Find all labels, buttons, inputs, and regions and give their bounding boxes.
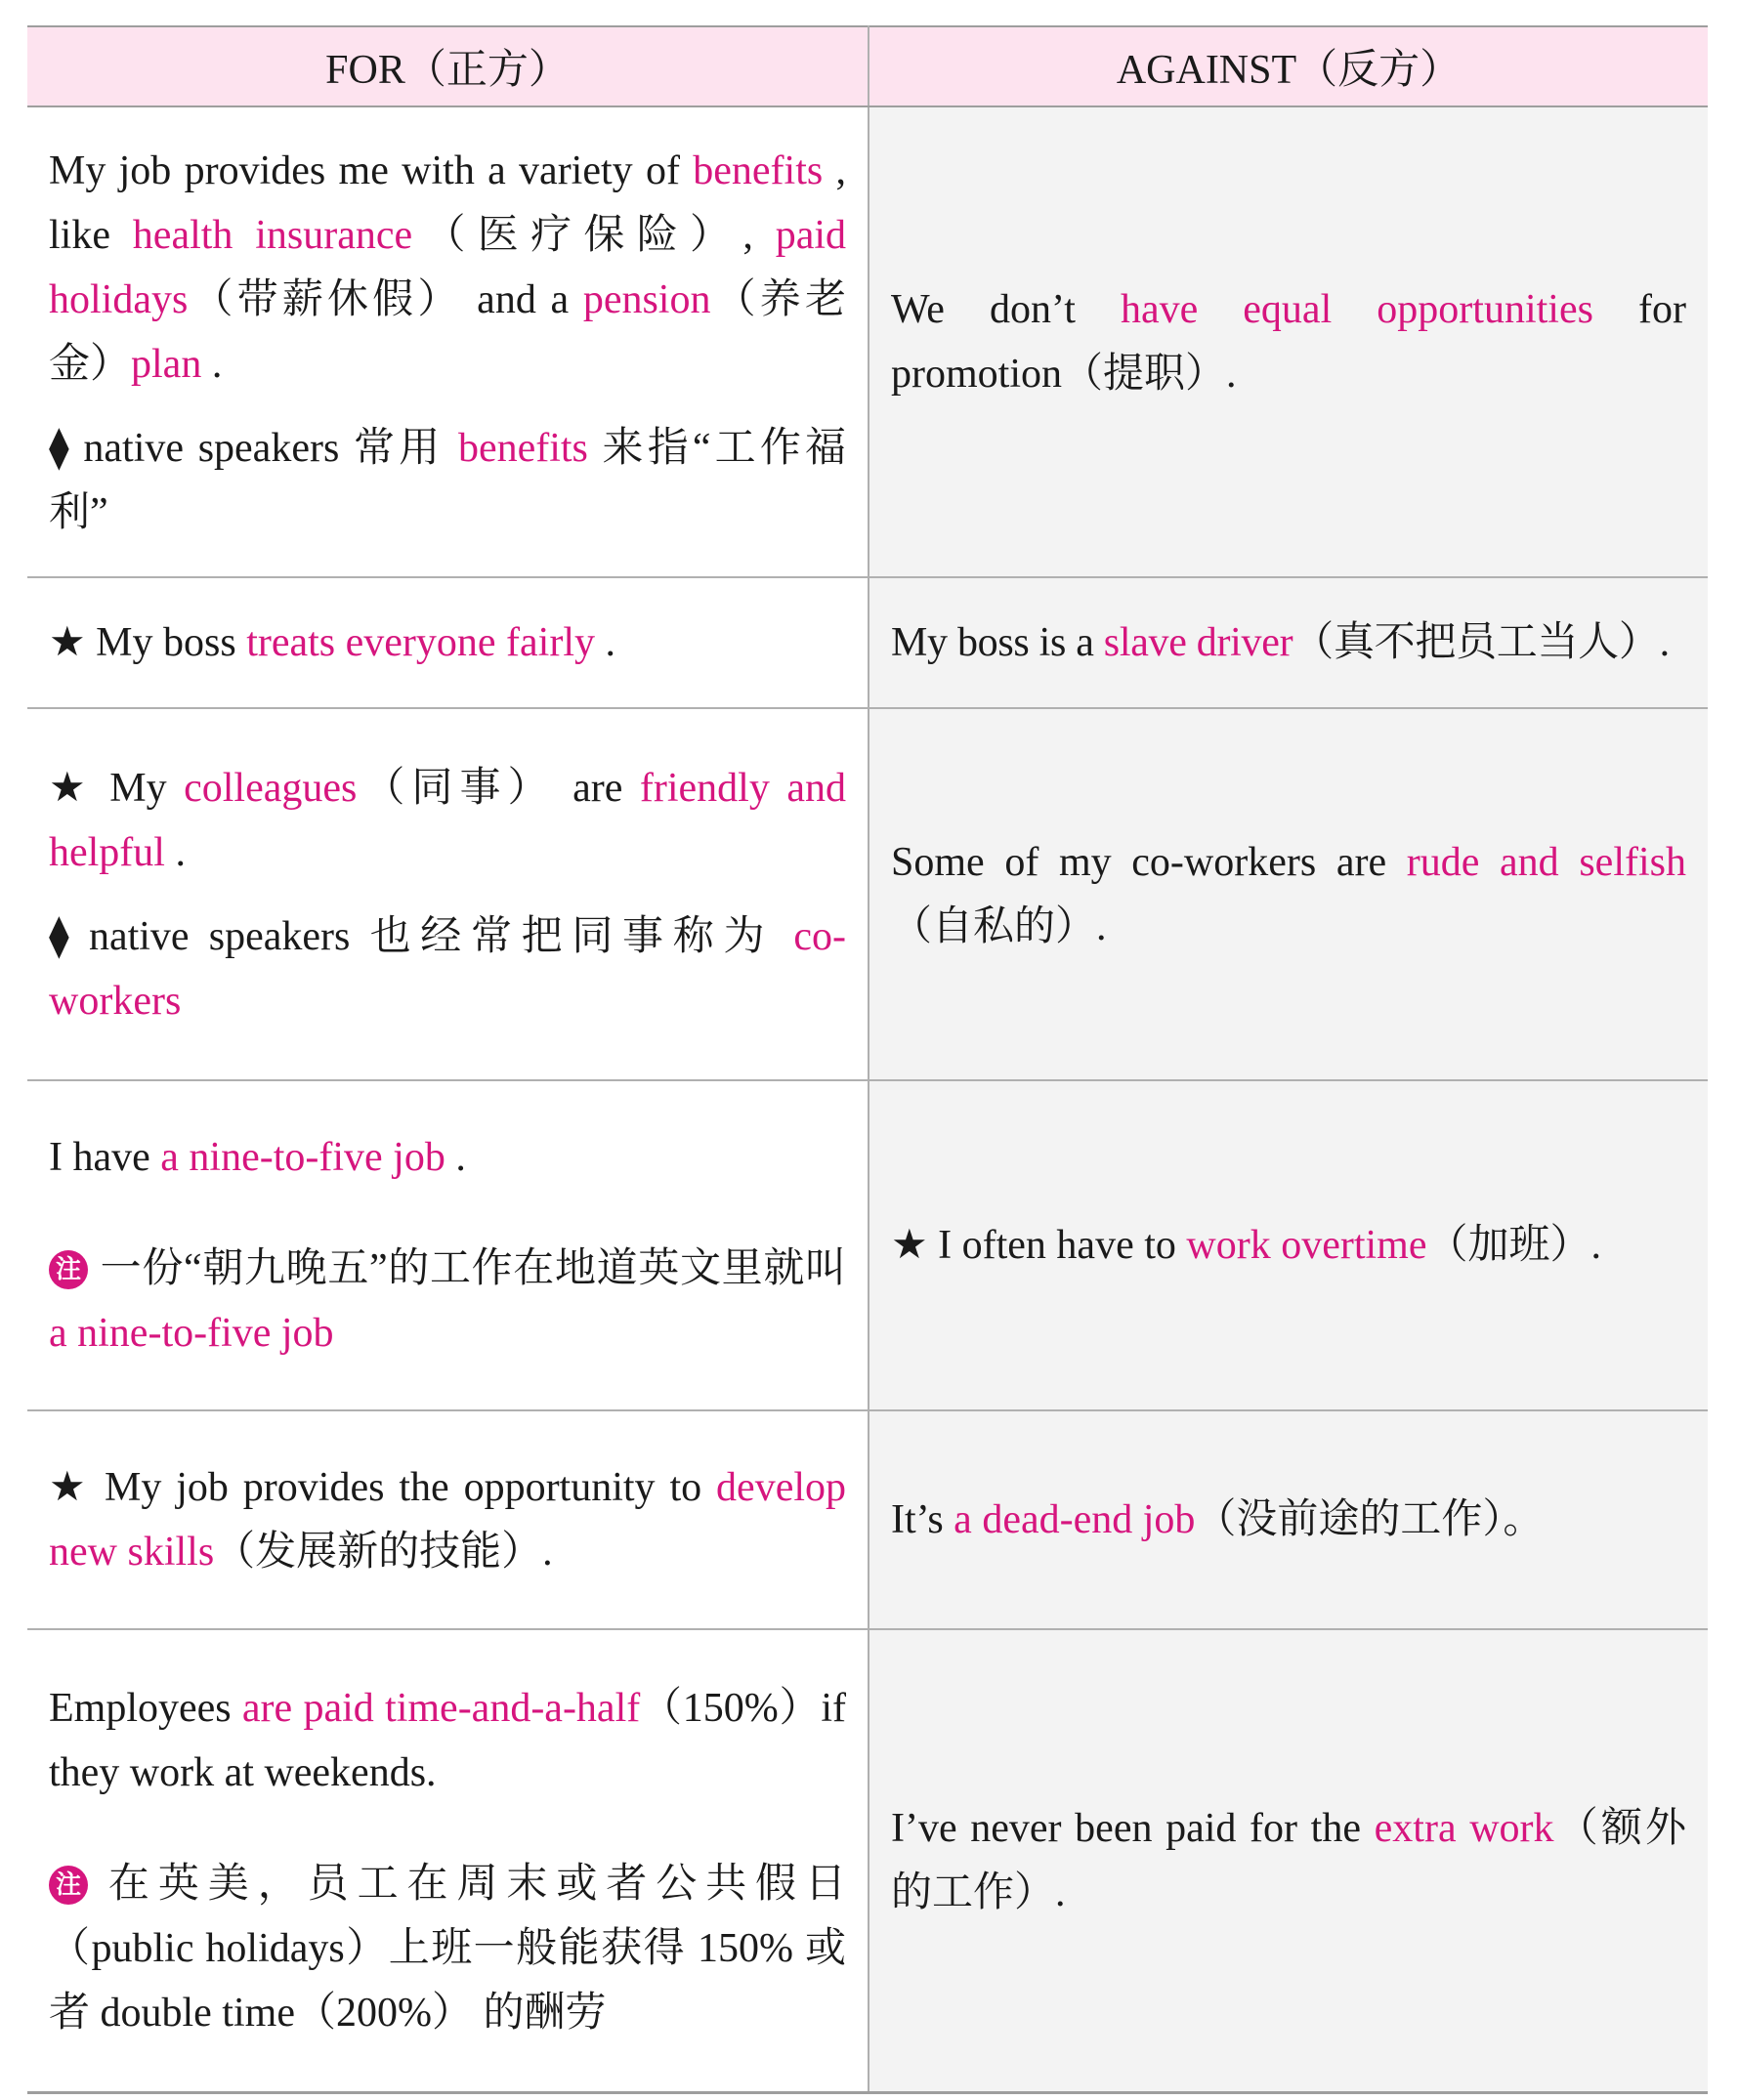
highlighted-phrase: health insurance [132,213,413,258]
for-text [49,1455,846,1584]
highlighted-phrase: plan [131,342,202,387]
text-segment: ★ My [49,765,185,811]
table-row [27,106,1708,577]
against-cell [869,1080,1708,1410]
text-segment: for promotion（提职）. [891,287,1686,397]
text-segment: （加班）. [1426,1223,1601,1268]
against-text [891,277,1686,406]
highlighted-phrase: work overtime [1186,1223,1427,1268]
highlighted-phrase: colleagues [184,765,358,811]
for-column-header: FOR（正方） [27,26,869,106]
highlighted-phrase: a nine-to-five job [49,1311,334,1356]
against-cell [869,577,1708,708]
text-segment: . [201,342,223,387]
text-segment: My boss is a [891,620,1104,665]
highlighted-phrase: are paid time-and-a-half [241,1685,641,1731]
for-cell [27,1629,869,2092]
highlighted-phrase: treats everyone fairly [246,620,596,665]
text-segment: ★ My job provides the opportunity to [49,1465,717,1510]
for-cell [27,1410,869,1629]
highlighted-phrase: co-workers [49,913,846,1024]
for-note [49,904,846,1033]
for-note [49,1852,846,2045]
highlighted-phrase: a nine-to-five job [160,1135,445,1180]
comparison-table-container [27,25,1708,2094]
text-segment: （额外的工作）. [891,1805,1686,1915]
highlighted-phrase: benefits [457,426,588,471]
highlighted-phrase: paid holidays [49,213,846,322]
highlighted-phrase: pension [582,277,711,322]
text-segment: （发展新的技能）. [214,1530,553,1575]
against-cell [869,708,1708,1080]
text-segment: （带薪休假） and a [188,277,583,322]
text-segment: I have [49,1135,161,1180]
for-cell [27,1080,869,1410]
for-text [49,1125,846,1190]
against-text [891,1488,1686,1552]
text-segment: . [595,620,616,665]
for-cell [27,106,869,577]
against-cell [869,1629,1708,2092]
text-segment: （医疗保险）, [412,213,776,258]
table-header-row [27,26,1708,106]
text-segment: Some of my co-workers are [891,839,1407,885]
table-row [27,1629,1708,2092]
for-text [49,756,846,885]
text-segment: （自私的）. [891,903,1107,949]
text-segment: , like [49,148,846,258]
highlighted-phrase: friendly and helpful [49,765,847,875]
for-text [49,610,846,675]
text-segment: 在英美，员工在周末或者公共假日（public holidays）上班一般能获得 150% 或者 double time（200%） 的酬劳 [49,1861,846,2036]
text-segment: （没前途的工作）。 [1195,1497,1545,1542]
for-note [49,416,846,545]
for-cell [27,577,869,708]
text-segment: ★ I often have to [891,1223,1187,1268]
against-text [891,1213,1686,1278]
text-segment: My job provides me with a variety of [49,148,694,193]
table-row [27,577,1708,708]
for-note [49,1237,846,1365]
highlighted-phrase: develop new skills [49,1465,846,1575]
against-cell [869,106,1708,577]
text-segment: （150%）if they work at weekends. [49,1685,846,1795]
against-column-header: AGAINST（反方） [869,26,1708,106]
for-text [49,139,846,397]
note-badge-icon: 注 [49,1250,88,1289]
text-segment: ⧫ native speakers 也经常把同事称为 [49,913,794,959]
for-text [49,1676,846,1805]
highlighted-phrase: rude and selfish [1406,839,1686,885]
against-text [891,830,1686,959]
text-segment: 一份“朝九晚五”的工作在地道英文里就叫 [100,1246,846,1291]
for-against-table [27,25,1708,2094]
against-text [891,1796,1686,1925]
note-badge-icon: 注 [49,1866,88,1905]
text-segment: Employees [49,1685,242,1731]
text-segment: 来指“工作福利” [49,426,846,535]
table-row [27,708,1708,1080]
for-cell [27,708,869,1080]
highlighted-phrase: benefits [693,148,824,193]
text-segment: . [445,1135,466,1180]
text-segment: （养老金） [49,277,846,387]
text-segment: It’s [891,1497,954,1542]
highlighted-phrase: have equal opportunities [1120,287,1593,332]
text-segment: ⧫ native speakers 常用 [49,426,458,471]
text-segment: ★ My boss [49,620,247,665]
text-segment: I’ve never been paid for the [891,1805,1375,1851]
highlighted-phrase: a dead-end job [954,1497,1196,1542]
highlighted-phrase: extra work [1374,1805,1554,1851]
text-segment: （同事） are [357,765,640,811]
highlighted-phrase: slave driver [1103,620,1293,665]
table-row [27,1080,1708,1410]
against-cell [869,1410,1708,1629]
text-segment: We don’t [891,287,1121,332]
text-segment: （真不把员工当人）. [1293,620,1670,665]
text-segment: . [164,829,186,875]
table-row [27,1410,1708,1629]
against-text [891,610,1686,675]
